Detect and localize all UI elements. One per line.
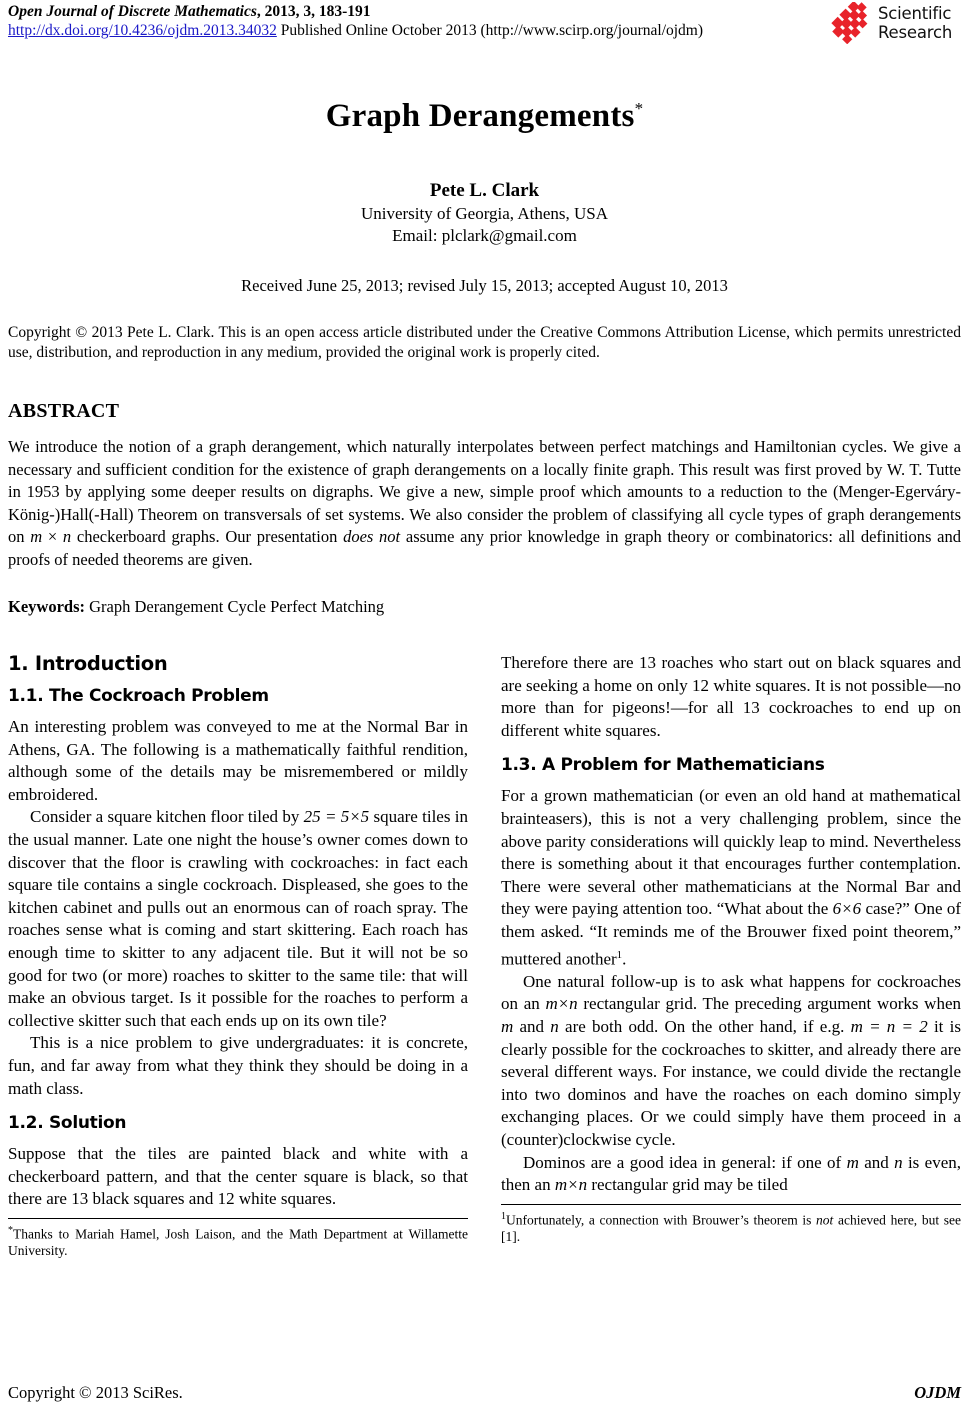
footnote-brouwer-b: achieved here, but see [1]. [501, 1212, 961, 1245]
paragraph-cockroach-setup-b: square tiles in the usual manner. Late one night the house’s owner comes down to discover that the floor is crawling with cockroaches: in fact each square tile contains a single cockroach. Displeased, she goes to the kitchen cabinet and pulls out an enormous can of roach spray. The roaches sense what is coming and start skittering. Each roach has enough time to skitter to any adjacent tile. But it will not be so good for two (or more) roaches to skitter to the same tile: that will make an obvious target. Is it possible for the roaches to perform a collective skitter such that each ends up on its own tile? [8, 807, 468, 1030]
paragraph-follow-up-a: One natural follow-up is to ask what happens for cockroaches on an [501, 971, 961, 1014]
math-variable-m-1: m [501, 1016, 514, 1036]
paragraph-solution-continued: Therefore there are 13 roaches who start out on black squares and are seeking a home on only 12 white squares. It is not possible—no more than for pigeons!—for all 13 cockroaches to end up on different white squares. [501, 653, 961, 740]
paragraph-dominos [501, 1152, 961, 1197]
publisher-name-line1: Scientific [878, 4, 952, 23]
paragraph-follow-up-c: and [513, 1016, 551, 1036]
footnote-brouwer-a: Unfortunately, a connection with Brouwer’s theorem is [506, 1212, 817, 1228]
doi-line [8, 21, 961, 41]
footnote-brouwer [501, 1208, 961, 1246]
right-column [501, 652, 961, 1245]
math-variable-n-1: n [550, 1016, 559, 1036]
paragraph-dominos-c: is even, then an [501, 1152, 961, 1195]
keywords-line [8, 596, 961, 618]
author-name: Pete L. Clark [429, 180, 540, 201]
author-email: Email: plclark@gmail.com [392, 226, 577, 245]
paper-title [8, 90, 961, 135]
copyright-license-note: Copyright © 2013 Pete L. Clark. This is an open access article distributed under the Creative Commons Attribution License, which permits unrestricted use, distribution, and reproduction in any medium, provided the original work is properly cited. [8, 324, 961, 361]
subsection-heading-solution: 1.2. Solution [8, 1113, 127, 1134]
footer-copyright: Copyright © 2013 SciRes. [8, 1383, 183, 1402]
abstract-math-n: n [62, 527, 72, 546]
scientific-research-diamond-icon [829, 2, 873, 44]
paragraph-follow-up-d: are both odd. On the other hand, if e.g. [558, 1016, 851, 1036]
paragraph-cockroach-setup [8, 806, 468, 1032]
published-online-info: Published Online October 2013 (http://www.scirp.org/journal/ojdm) [276, 22, 704, 39]
body-columns [8, 652, 961, 1259]
footnote-separator-rule [8, 1218, 468, 1219]
paragraph-dominos-a: Dominos are a good idea in general: if one of [523, 1152, 847, 1172]
math-m-times-n-1: m×n [545, 994, 578, 1014]
math-m-equals-n-equals-2: m = n = 2 [850, 1016, 928, 1036]
paragraph-grown-mathematician-b: case?” One of them asked. “It reminds me of the Brouwer fixed point theorem,” muttered another [501, 899, 962, 969]
paragraph-dominos-d: rectangular grid may be tiled [587, 1175, 788, 1195]
keywords-value: Graph Derangement Cycle Perfect Matching [85, 597, 385, 616]
footnote-acknowledgment-text: Thanks to Mariah Hamel, Josh Laison, and the Math Department at Willamette University. [8, 1226, 468, 1259]
journal-name: Open Journal of Discrete Mathematics [8, 3, 257, 20]
abstract-math-m: m [30, 527, 43, 546]
paragraph-solution: Suppose that the tiles are painted black and white with a checkerboard pattern, and that the center square is black, so that there are 13 black squares and 12 white squares. [8, 1144, 468, 1209]
math-25-equals-5x5: 25 = 5×5 [303, 807, 370, 827]
abstract-heading: ABSTRACT [8, 400, 120, 422]
math-m-times-n-2: m×n [554, 1175, 588, 1195]
footnote-reference-1[interactable]: 1 [616, 948, 623, 961]
footnote-separator-rule-right [501, 1204, 961, 1205]
left-column [8, 652, 468, 1259]
paragraph-dominos-b: and [858, 1152, 895, 1172]
running-head [8, 0, 961, 46]
doi-link[interactable]: http://dx.doi.org/10.4236/ojdm.2013.34032 [8, 22, 277, 39]
paragraph-cockroach-intro: An interesting problem was conveyed to me at the Normal Bar in Athens, GA. The following is a mathematically faithful rendition, although some of the details may be misremembered or mildly embroidered. [8, 717, 468, 804]
subsection-heading-problem-for-mathematicians: 1.3. A Problem for Mathematicians [501, 755, 825, 776]
page-footer [8, 1383, 961, 1403]
author-affiliation: University of Georgia, Athens, USA [360, 204, 609, 223]
paper-title-text: Graph Derangements [325, 98, 635, 134]
right-footnote-area [501, 1204, 961, 1246]
section-heading-introduction: 1. Introduction [8, 652, 168, 675]
journal-citation-line [8, 2, 961, 21]
paragraph-cockroach-setup-a: Consider a square kitchen floor tiled by [30, 807, 304, 827]
journal-volume-info: , 2013, 3, 183-191 [256, 3, 371, 20]
math-variable-m-2: m [846, 1152, 859, 1172]
math-6x6: 6×6 [832, 899, 862, 919]
footnote-brouwer-emphasis: not [816, 1212, 834, 1228]
paragraph-undergraduates: This is a nice problem to give undergraduates: it is concrete, fun, and far away from what they think they should be doing in a math class. [8, 1033, 468, 1098]
paragraph-grown-mathematician-a: For a grown mathematician (or even an old hand at mathematical brainteasers), this is not a very challenging problem, since the above parity considerations will quickly leap to mind. Nevertheless there is something about it that encourages further contemplation. There were several other mathematicians at the Normal Bar and they were paying attention too. “What about the [501, 786, 961, 919]
publisher-logo [829, 0, 961, 46]
abstract-part-3: assume any prior knowledge in graph theory or combinatorics: all definitions and proofs of needed theorems are given. [8, 527, 961, 569]
paragraph-grown-mathematician [501, 785, 961, 970]
paragraph-follow-up-b: rectangular grid. The preceding argument works when [577, 994, 962, 1014]
paragraph-follow-up [501, 971, 961, 1152]
abstract-part-2: checkerboard graphs. Our presentation [71, 527, 344, 546]
footnote-marker-asterisk: * [8, 1224, 13, 1236]
abstract-math-times: × [42, 527, 63, 546]
title-footnote-marker: * [634, 99, 644, 118]
subsection-heading-cockroach-problem: 1.1. The Cockroach Problem [8, 686, 269, 706]
publisher-name-line2: Research [878, 23, 953, 42]
abstract-part-1: We introduce the notion of a graph derangement, which naturally interpolates between perfect matchings and Hamiltonian cycles. We give a necessary and sufficient condition for the existence of graph derangements on a locally finite graph. This result was first proved by W. T. Tutte in 1953 by applying some deeper results on digraphs. We give a new, simple proof which amounts to a reduction to the (Menger-Egerváry-König-)Hall(-Hall) Theorem on transversals of set systems. We also consider the problem of classifying all cycle types of graph derangements on [8, 437, 961, 546]
abstract-emphasis-does-not: does not [343, 527, 401, 546]
footer-journal-abbreviation: OJDM [914, 1383, 961, 1402]
paragraph-follow-up-e: it is clearly possible for the cockroaches to skitter, and already there are several different ways. For instance, we could divide the rectangle into two dominos and have the roaches on each domino simply exchanging places. Or we could simply have them proceed in a (counter)clockwise cycle. [501, 1016, 961, 1149]
submission-dates: Received June 25, 2013; revised July 15, 2013; accepted August 10, 2013 [241, 276, 728, 295]
paragraph-grown-mathematician-c: . [622, 949, 627, 969]
abstract-text [8, 436, 961, 571]
left-footnote-area [8, 1218, 468, 1260]
publisher-name [878, 4, 952, 42]
keywords-label: Keywords: [8, 597, 85, 616]
footnote-acknowledgment [8, 1222, 468, 1260]
footnote-marker-1: 1 [501, 1210, 506, 1222]
math-variable-n-2: n [894, 1152, 903, 1172]
